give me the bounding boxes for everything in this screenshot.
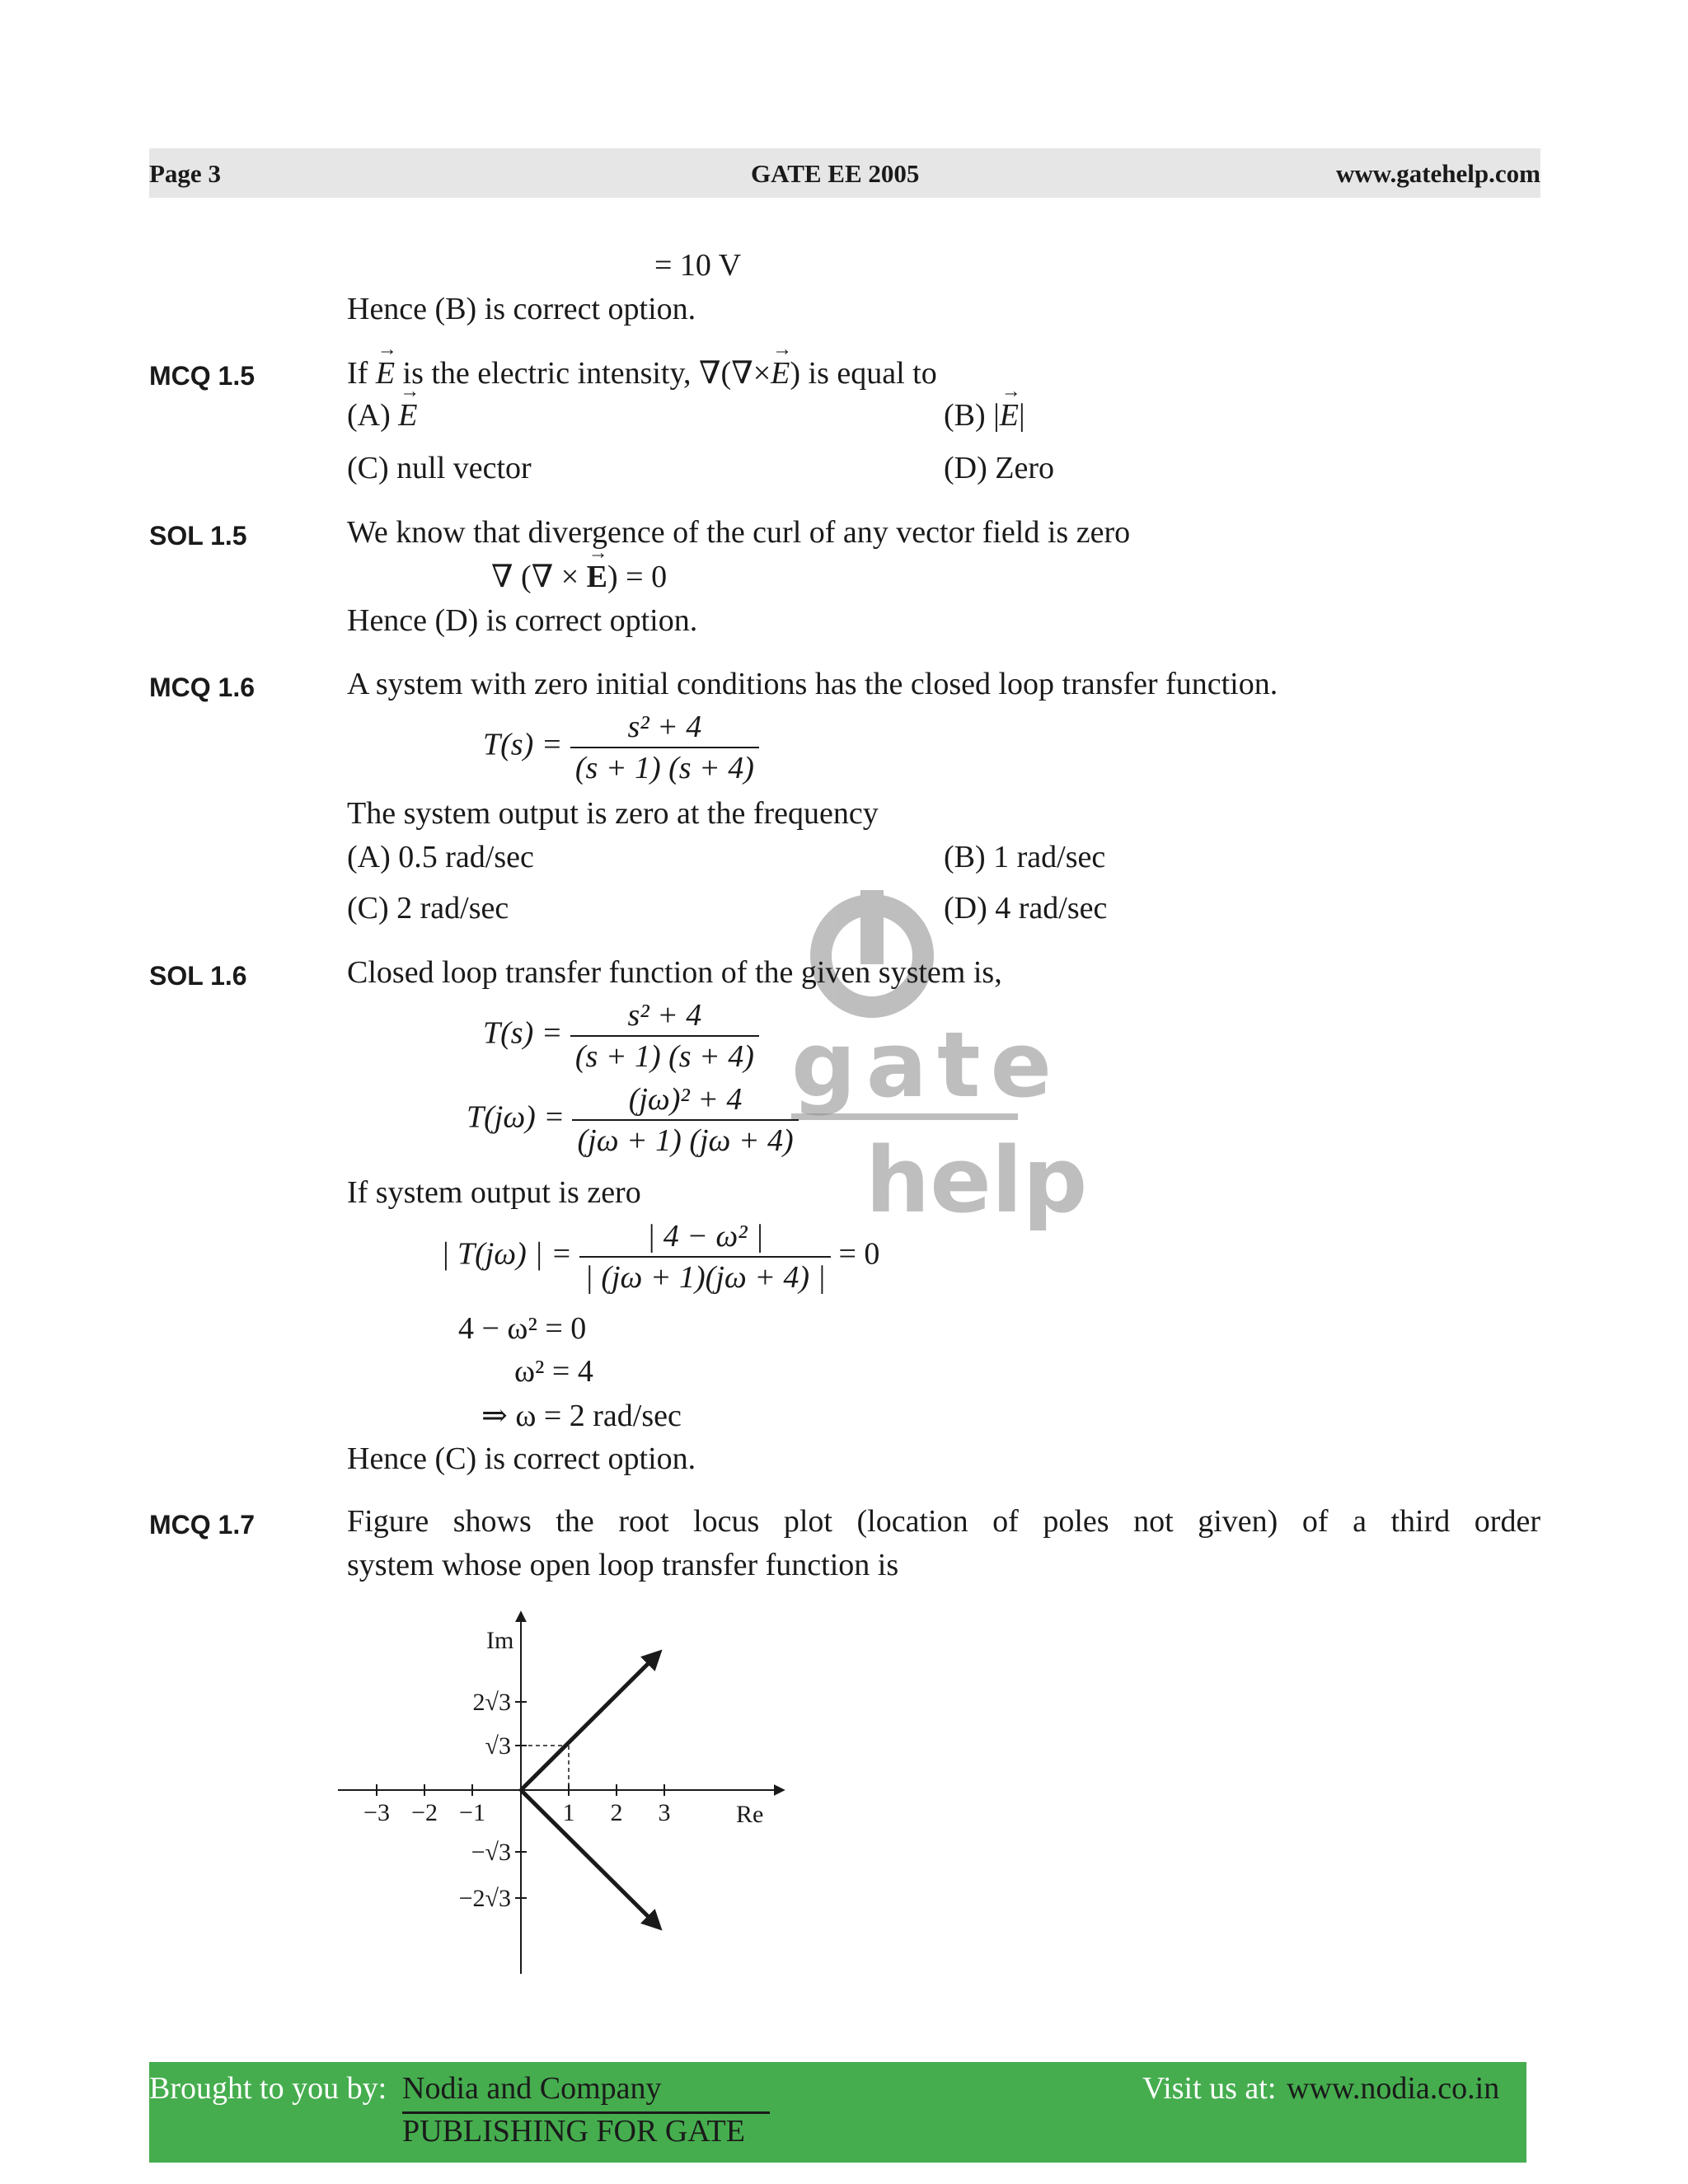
mcq-1-7-line-1: Figure shows the root locus plot (location of poles not given) of a third order — [347, 1504, 1540, 1539]
sol-1-6-tag: SOL 1.6 — [149, 961, 247, 991]
document-title: GATE EE 2005 — [751, 159, 920, 188]
page-footer — [149, 2062, 1526, 2163]
x-tick-label: 3 — [658, 1799, 671, 1826]
mcq-1-6-option-d[interactable]: (D) 4 rad/sec — [944, 891, 1108, 926]
watermark-text-help: help — [865, 1127, 1088, 1233]
previous-equation: = 10 V — [654, 248, 742, 283]
previous-conclusion: Hence (B) is correct option. — [347, 292, 696, 326]
watermark-text-gate: gate — [791, 1012, 1062, 1118]
sol-1-5-conclusion: Hence (D) is correct option. — [347, 603, 698, 638]
y-tick-label: √3 — [485, 1732, 511, 1760]
footer-brought-by: Brought to you by: — [149, 2071, 387, 2106]
mcq-1-5-tag: MCQ 1.5 — [149, 361, 256, 391]
re-axis-label: Re — [736, 1801, 764, 1828]
sol-1-5-text: We know that divergence of the curl of any vector field is zero — [347, 515, 1131, 550]
x-tick-label: −1 — [459, 1799, 485, 1826]
root-locus-figure — [338, 1603, 799, 1982]
y-tick-label: −2√3 — [458, 1885, 511, 1912]
mcq-1-6-text: A system with zero initial conditions has the closed loop transfer function. — [347, 667, 1278, 701]
footer-visit-label: Visit us at: — [1142, 2071, 1277, 2106]
x-tick-label: 2 — [610, 1799, 623, 1826]
sol-1-6-step-2: ω² = 4 — [514, 1354, 593, 1389]
mcq-1-6-option-b[interactable]: (B) 1 rad/sec — [944, 840, 1106, 874]
sol-1-6-frequency-response: T(jω) = $\frac{\text{(jω)² + 4}}{(j\omega + 1) (j\omega + 4)}$ — [467, 1081, 799, 1159]
sol-1-6-step-1: 4 − ω² = 0 — [458, 1311, 587, 1346]
page-number: Page 3 — [149, 159, 221, 188]
mcq-1-5-option-c[interactable]: (C) null vector — [347, 451, 532, 485]
x-tick-label: 1 — [562, 1799, 575, 1826]
sol-1-6-conclusion: Hence (C) is correct option. — [347, 1441, 696, 1476]
x-tick-label: −3 — [363, 1799, 390, 1826]
mcq-1-5-option-d[interactable]: (D) Zero — [944, 451, 1054, 485]
im-axis-label: Im — [486, 1627, 514, 1654]
sol-1-5-tag: SOL 1.5 — [149, 521, 247, 551]
x-tick-label: −2 — [411, 1799, 438, 1826]
mcq-1-6-tag: MCQ 1.6 — [149, 673, 256, 702]
mcq-1-7-line-2: system whose open loop transfer function is — [347, 1548, 899, 1582]
mcq-1-5-option-b[interactable]: (B) |E →| — [944, 397, 1025, 434]
sol-1-5-equation: ∇ (∇ × E →) = 0 — [491, 558, 667, 595]
y-tick-label: −√3 — [471, 1839, 511, 1866]
page-header — [149, 148, 1540, 198]
footer-url-link[interactable]: www.nodia.co.in — [1287, 2071, 1500, 2106]
sol-1-6-text: Closed loop transfer function of the given system is, — [347, 955, 1002, 990]
locus-branch-lower — [521, 1790, 659, 1928]
header-website-link[interactable]: www.gatehelp.com — [1336, 159, 1540, 188]
mcq-1-6-option-c[interactable]: (C) 2 rad/sec — [347, 891, 509, 926]
sol-1-6-transfer-function: T(s) = $\frac{\text{s² + 4}}{(s + 1) (s + 4)}$ — [483, 997, 759, 1075]
sol-1-6-step-3: ⇒ ω = 2 rad/sec — [481, 1399, 682, 1433]
sol-1-6-magnitude: | T(jω) | = $\frac{\text{| 4 − ω² |}}{| (j\omega + 1)(j\omega + 4) |}$ = 0 — [441, 1219, 880, 1295]
mcq-1-6-option-a[interactable]: (A) 0.5 rad/sec — [347, 840, 534, 874]
mcq-1-6-text2: The system output is zero at the frequency — [347, 796, 879, 831]
mcq-1-6-transfer-function: T(s) = $\frac{\text{s² + 4}}{(s + 1) (s + 4)}$ — [483, 709, 759, 786]
footer-publishing: PUBLISHING FOR GATE — [402, 2114, 745, 2149]
locus-branch-upper — [521, 1652, 659, 1790]
sol-1-6-text2: If system output is zero — [347, 1175, 641, 1210]
y-tick-label: 2√3 — [472, 1689, 511, 1716]
footer-company-link[interactable]: Nodia and Company — [402, 2071, 662, 2106]
mcq-1-7-tag: MCQ 1.7 — [149, 1510, 256, 1540]
mcq-1-5-question: If E → is the electric intensity, ∇(∇×E →) is equal to — [347, 354, 937, 391]
mcq-1-5-option-a[interactable]: (A) E → — [347, 397, 417, 434]
